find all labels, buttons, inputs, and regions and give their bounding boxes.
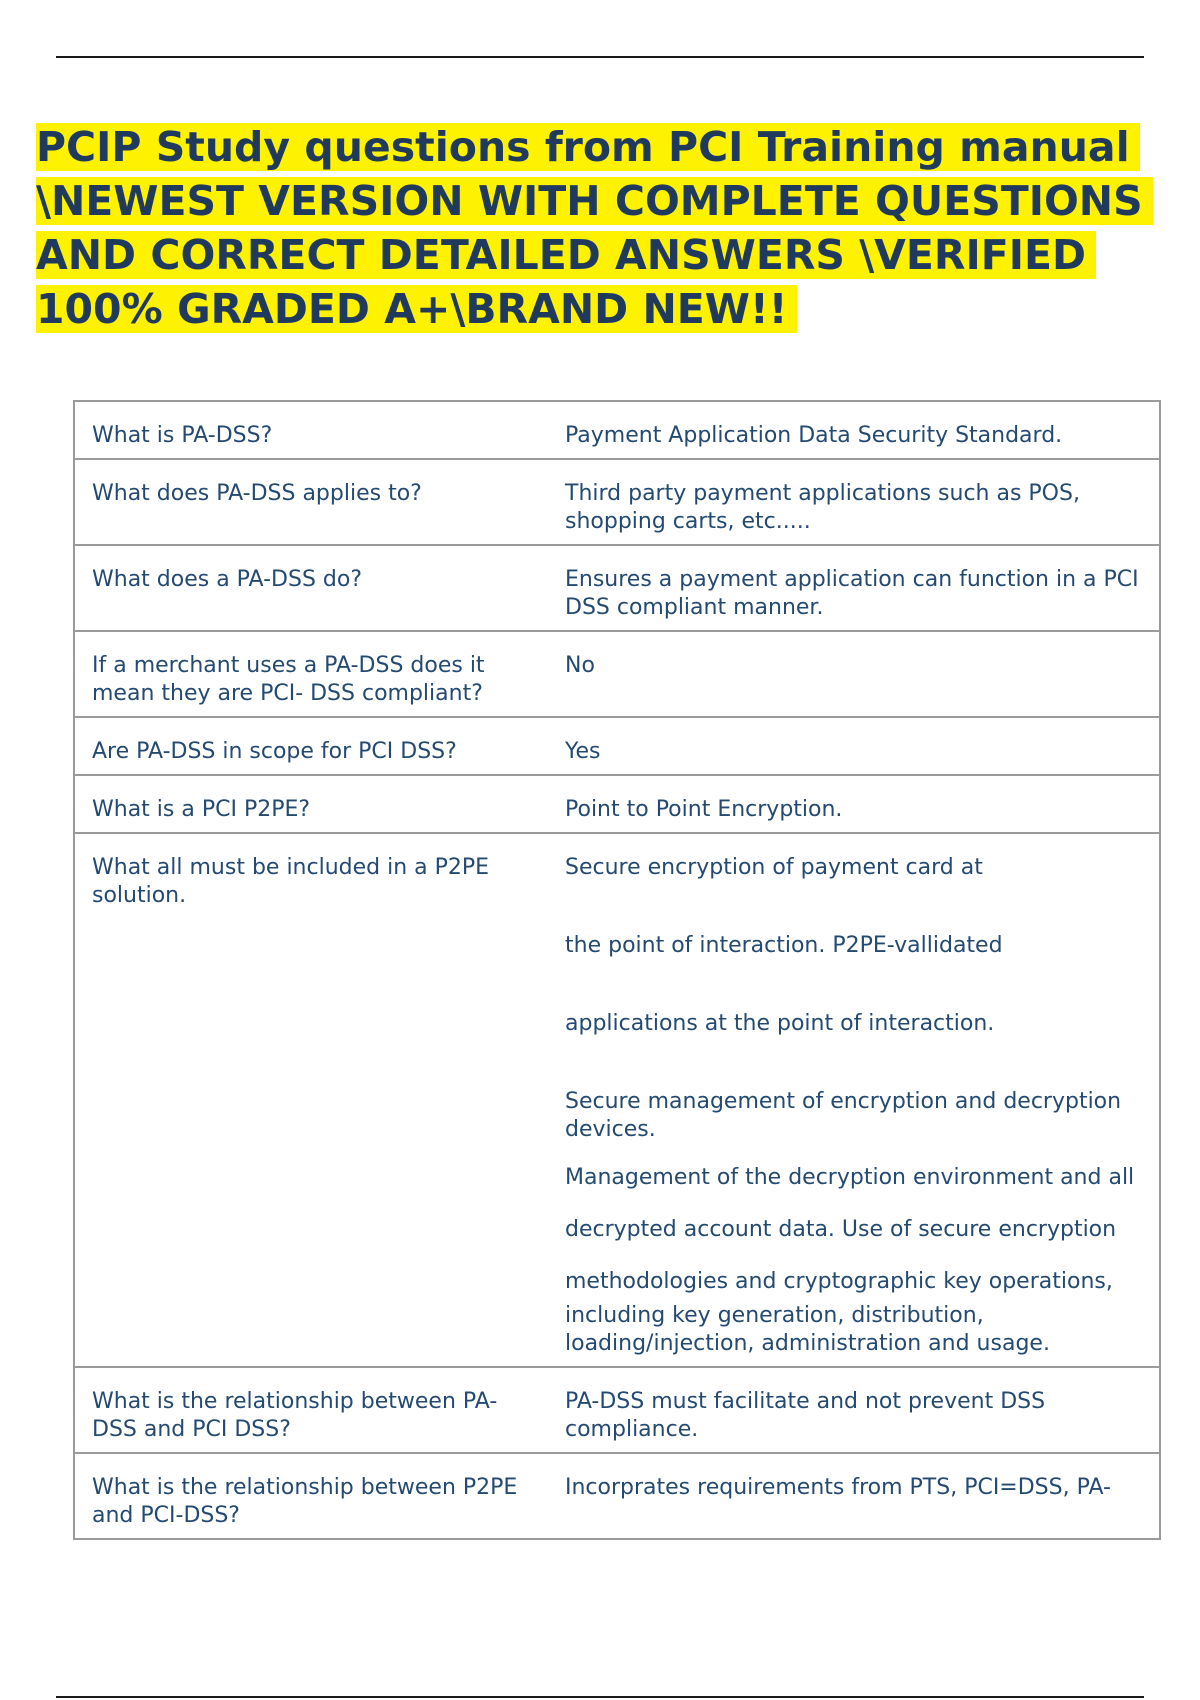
answer-line: including key generation, distribution, loading/injection, administration and usage.	[565, 1303, 1050, 1356]
answer-line: Secure management of encryption and decryption devices.	[565, 1089, 1122, 1142]
answer-cell: Payment Application Data Security Standard.	[548, 401, 1160, 459]
answer-line: Secure encryption of payment card at	[565, 855, 983, 880]
question-cell: Are PA-DSS in scope for PCI DSS?	[74, 717, 548, 775]
question-cell: What is a PCI P2PE?	[74, 775, 548, 833]
answer-cell: Third party payment applications such as POS, shopping carts, etc.....	[548, 459, 1160, 545]
table-row	[74, 401, 1160, 459]
question-cell: What does a PA-DSS do?	[74, 545, 548, 631]
table-row	[74, 545, 1160, 631]
table-row	[74, 631, 1160, 717]
table-row	[74, 1453, 1160, 1539]
answer-cell: Incorprates requirements from PTS, PCI=DSS, PA-	[548, 1453, 1160, 1539]
question-cell: What is the relationship between PA-DSS and PCI DSS?	[74, 1367, 548, 1453]
question-cell: What all must be included in a P2PE solution.	[74, 833, 548, 1367]
answer-line: methodologies and cryptographic key operations,	[565, 1269, 1113, 1294]
question-cell: What is PA-DSS?	[74, 401, 548, 459]
question-cell: If a merchant uses a PA-DSS does it mean they are PCI- DSS compliant?	[74, 631, 548, 717]
footer-rule	[56, 1696, 1144, 1698]
table-row	[74, 459, 1160, 545]
answer-cell	[548, 833, 1160, 1367]
question-cell: What does PA-DSS applies to?	[74, 459, 548, 545]
answer-line: Management of the decryption environment and all	[565, 1165, 1135, 1190]
qa-table	[73, 400, 1161, 1540]
answer-cell: Yes	[548, 717, 1160, 775]
header-rule	[56, 56, 1144, 58]
answer-cell: Ensures a payment application can function in a PCI DSS compliant manner.	[548, 545, 1160, 631]
title-highlight: PCIP Study questions from PCI Training manual \NEWEST VERSION WITH COMPLETE QUESTIONS AND CORRECT DETAILED ANSWERS \VERIFIED 100% GRADED A+\BRAND NEW!!	[36, 123, 1153, 333]
table-row	[74, 775, 1160, 833]
table-row	[74, 717, 1160, 775]
table-row	[74, 1367, 1160, 1453]
question-cell: What is the relationship between P2PE and PCI-DSS?	[74, 1453, 548, 1539]
answer-cell: Point to Point Encryption.	[548, 775, 1160, 833]
answer-line: decrypted account data. Use of secure encryption	[565, 1217, 1117, 1242]
answer-cell: No	[548, 631, 1160, 717]
answer-cell: PA-DSS must facilitate and not prevent DSS compliance.	[548, 1367, 1160, 1453]
document-title	[36, 120, 1186, 336]
answer-line: the point of interaction. P2PE-vallidated	[565, 933, 1003, 958]
answer-line: applications at the point of interaction.	[565, 1011, 995, 1036]
table-row	[74, 833, 1160, 1367]
